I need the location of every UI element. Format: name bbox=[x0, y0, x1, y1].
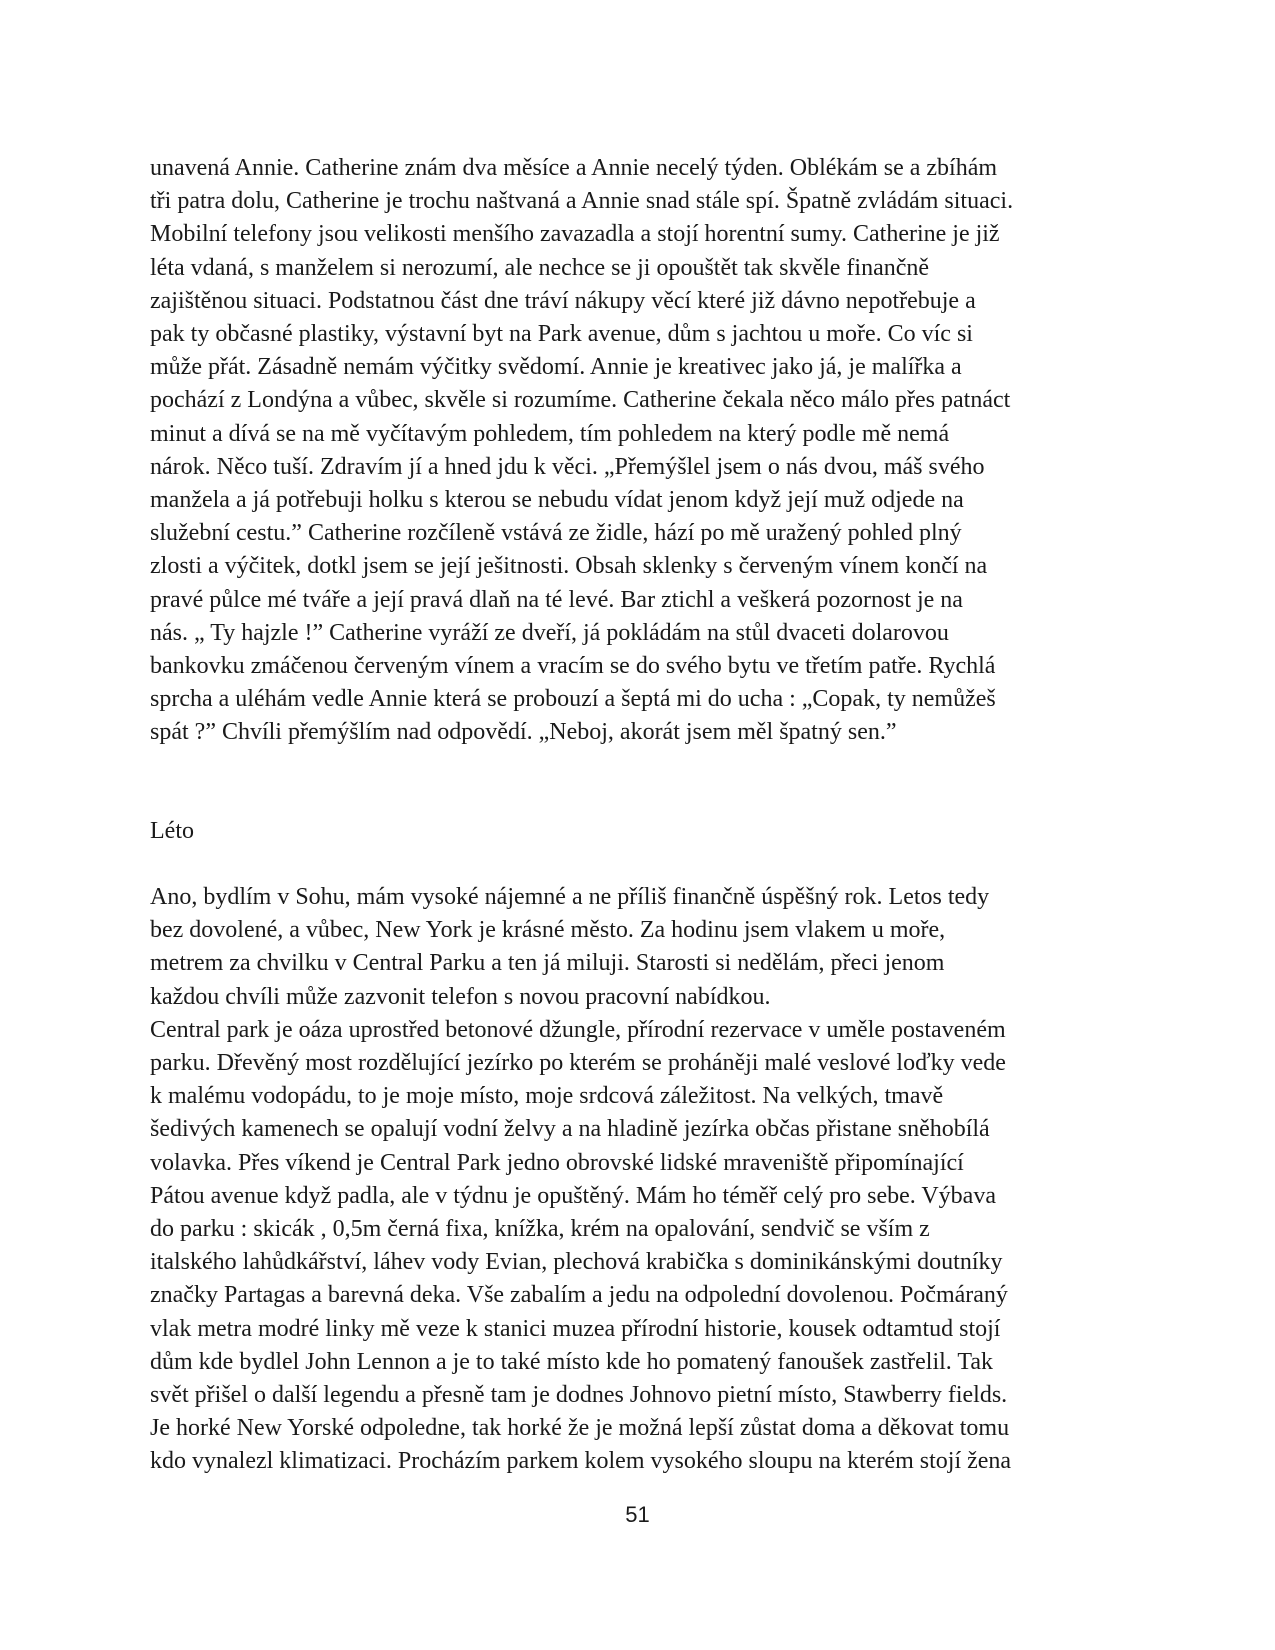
text-line: svět přišel o další legendu a přesně tam je dodnes Johnovo pietní místo, Stawberry fields. bbox=[150, 1382, 1008, 1409]
text-line: italského lahůdkářství, láhev vody Evian, plechová krabička s dominikánskými doutníky bbox=[150, 1249, 1003, 1276]
text-line: nás. „ Ty hajzle !” Catherine vyráží ze dveří, já pokládám na stůl dvaceti dolarovou bbox=[150, 619, 949, 646]
text-line: spát ?” Chvíli přemýšlím nad odpovědí. „Neboj, akorát jsem měl špatný sen.” bbox=[150, 719, 897, 746]
text-line: nárok. Něco tuší. Zdravím jí a hned jdu k věci. „Přemýšlel jsem o nás dvou, máš svého bbox=[150, 453, 985, 480]
section-heading-text: Léto bbox=[150, 818, 194, 844]
text-line: parku. Dřevěný most rozdělující jezírko po kterém se proháněji malé veslové loďky vede bbox=[150, 1050, 1006, 1077]
text-line: značky Partagas a barevná deka. Vše zabalím a jedu na odpolední dovolenou. Počmáraný bbox=[150, 1282, 1008, 1309]
text-line: unavená Annie. Catherine znám dva měsíce a Annie necelý týden. Oblékám se a zbíhám bbox=[150, 155, 998, 181]
text-line: zlosti a výčitek, dotkl jsem se její ješitnosti. Obsah sklenky s červeným vínem končí na bbox=[150, 553, 988, 580]
page-number: 51 bbox=[625, 1502, 650, 1527]
text-line: vlak metra modré linky mě veze k stanici muzea přírodní historie, kousek odtamtud stojí bbox=[150, 1315, 1001, 1342]
paragraph-catherine bbox=[150, 152, 1130, 750]
text-line: dům kde bydlel John Lennon a je to také místo kde ho pomatený fanoušek zastřelil. Tak bbox=[150, 1348, 994, 1375]
text-line: sprcha a uléhám vedle Annie která se probouzí a šeptá mi do ucha : „Copak, ty nemůžeš bbox=[150, 686, 996, 713]
text-line: minut a dívá se na mě vyčítavým pohledem, tím pohledem na který podle mě nemá bbox=[150, 420, 950, 447]
text-line: Mobilní telefony jsou velikosti menšího zavazadla a stojí horentní sumy. Catherine je již bbox=[150, 221, 1000, 248]
section-heading bbox=[150, 815, 1130, 848]
text-line: může přát. Zásadně nemám výčitky svědomí. Annie je kreativec jako já, je malířka a bbox=[150, 354, 962, 381]
text-line: pak ty občasné plastiky, výstavní byt na Park avenue, dům s jachtou u moře. Co víc si bbox=[150, 321, 973, 348]
text-line: zajištěnou situaci. Podstatnou část dne tráví nákupy věcí které již dávno nepotřebuje a bbox=[150, 287, 976, 314]
text-line: Pátou avenue když padla, ale v týdnu je opuštěný. Mám ho téměř celý pro sebe. Výbava bbox=[150, 1182, 996, 1209]
text-line: bez dovolené, a vůbec, New York je krásné město. Za hodinu jsem vlakem u moře, bbox=[150, 917, 946, 944]
text-line: Central park je oáza uprostřed betonové džungle, přírodní rezervace v uměle postaveném bbox=[150, 1016, 1006, 1043]
text-line: léta vdaná, s manželem si nerozumí, ale nechce se ji opouštět tak skvěle finančně bbox=[150, 254, 930, 281]
text-line: pochází z Londýna a vůbec, skvěle si rozumíme. Catherine čekala něco málo přes patnáct bbox=[150, 387, 1011, 414]
text-line: bankovku zmáčenou červeným vínem a vracím se do svého bytu ve třetím patře. Rychlá bbox=[150, 653, 996, 680]
text-line: Je horké New Yorské odpoledne, tak horké že je možná lepší zůstat doma a děkovat tomu bbox=[150, 1415, 1010, 1442]
paragraph-leto bbox=[150, 881, 1130, 1479]
text-line: kdo vynalezl klimatizaci. Procházím parkem kolem vysokého sloupu na kterém stojí žena bbox=[150, 1448, 1012, 1475]
text-line: do parku : skicák , 0,5m černá fixa, knížka, krém na opalování, sendvič se vším z bbox=[150, 1216, 930, 1243]
text-line: každou chvíli může zazvonit telefon s novou pracovní nabídkou. bbox=[150, 983, 771, 1010]
text-line: manžela a já potřebuji holku s kterou se nebudu vídat jenom když její muž odjede na bbox=[150, 487, 964, 514]
text-line: metrem za chvilku v Central Parku a ten já miluji. Starosti si nedělám, přeci jenom bbox=[150, 950, 945, 977]
text-line: tři patra dolu, Catherine je trochu naštvaná a Annie snad stále spí. Špatně zvládám situaci. bbox=[150, 188, 1014, 215]
text-line: k malému vodopádu, to je moje místo, moje srdcová záležitost. Na velkých, tmavě bbox=[150, 1083, 944, 1110]
text-line: šedivých kamenech se opalují vodní želvy a na hladině jezírka občas přistane sněhobílá bbox=[150, 1116, 990, 1143]
text-line: služební cestu.” Catherine rozčíleně vstává ze židle, hází po mě uražený pohled plný bbox=[150, 520, 962, 547]
text-line: pravé půlce mé tváře a její pravá dlaň na té levé. Bar ztichl a veškerá pozornost je na bbox=[150, 586, 963, 613]
text-line: Ano, bydlím v Sohu, mám vysoké nájemné a ne příliš finančně úspěšný rok. Letos tedy bbox=[150, 884, 990, 910]
text-line: volavka. Přes víkend je Central Park jedno obrovské lidské mraveniště připomínající bbox=[150, 1149, 964, 1176]
